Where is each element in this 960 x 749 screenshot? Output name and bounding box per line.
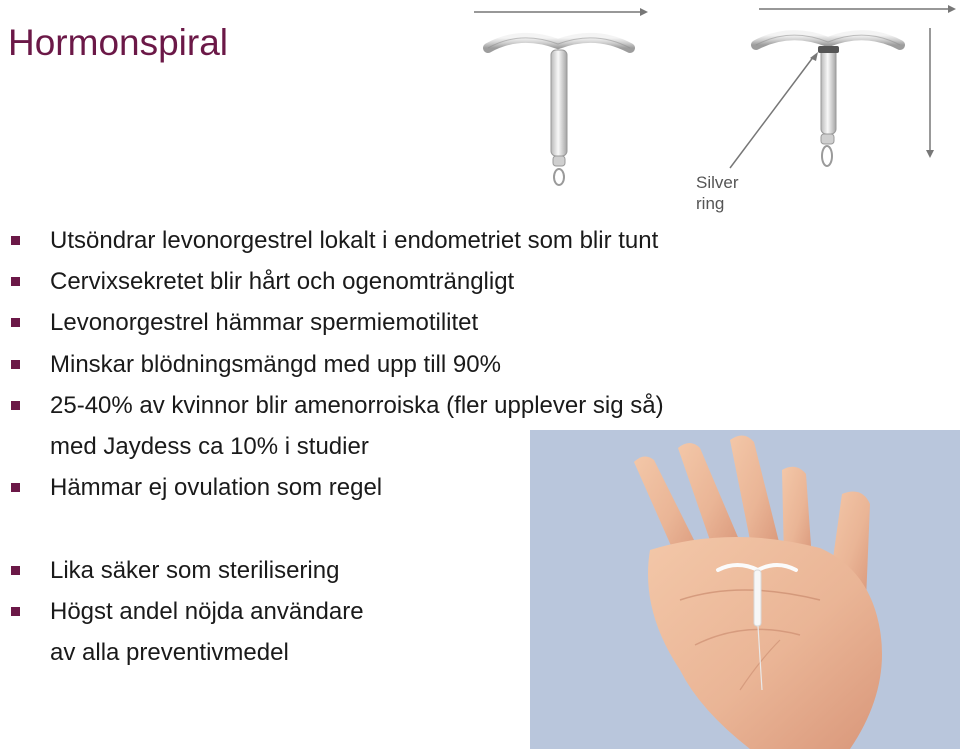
bullet-item: Utsöndrar levonorgestrel lokalt i endometriet som blir tunt [0,220,664,261]
square-bullet-icon [11,318,20,327]
bullet-item: Cervixsekretet blir hårt och ogenomträngligt [0,261,664,302]
square-bullet-icon [11,607,20,616]
bullet-item: Minskar blödningsmängd med upp till 90% [0,344,664,385]
iud-right-with-silver-ring [730,5,956,168]
hand-holding-iud-photo [530,430,960,749]
square-bullet-icon [11,236,20,245]
square-bullet-icon [11,483,20,492]
bullet-item: Lika säker som sterilisering [0,550,664,591]
bullet-item: Hämmar ej ovulation som regel [0,467,664,508]
silver-ring-label: Silver ring [696,173,739,213]
bullet-item: 25-40% av kvinnor blir amenorroiska (fler upplever sig så) [0,385,664,426]
square-bullet-icon [11,566,20,575]
bullet-continuation: av alla preventivmedel [50,639,289,667]
square-bullet-icon [11,277,20,286]
slide-title: Hormonspiral [8,22,229,63]
square-bullet-icon [11,360,20,369]
bullet-item: Levonorgestrel hämmar spermiemotilitet [0,302,664,343]
iud-left [474,8,648,185]
bullet-item: Högst andel nöjda användare [0,591,664,632]
square-bullet-icon [11,401,20,410]
bullet-continuation: med Jaydess ca 10% i studier [50,433,369,461]
